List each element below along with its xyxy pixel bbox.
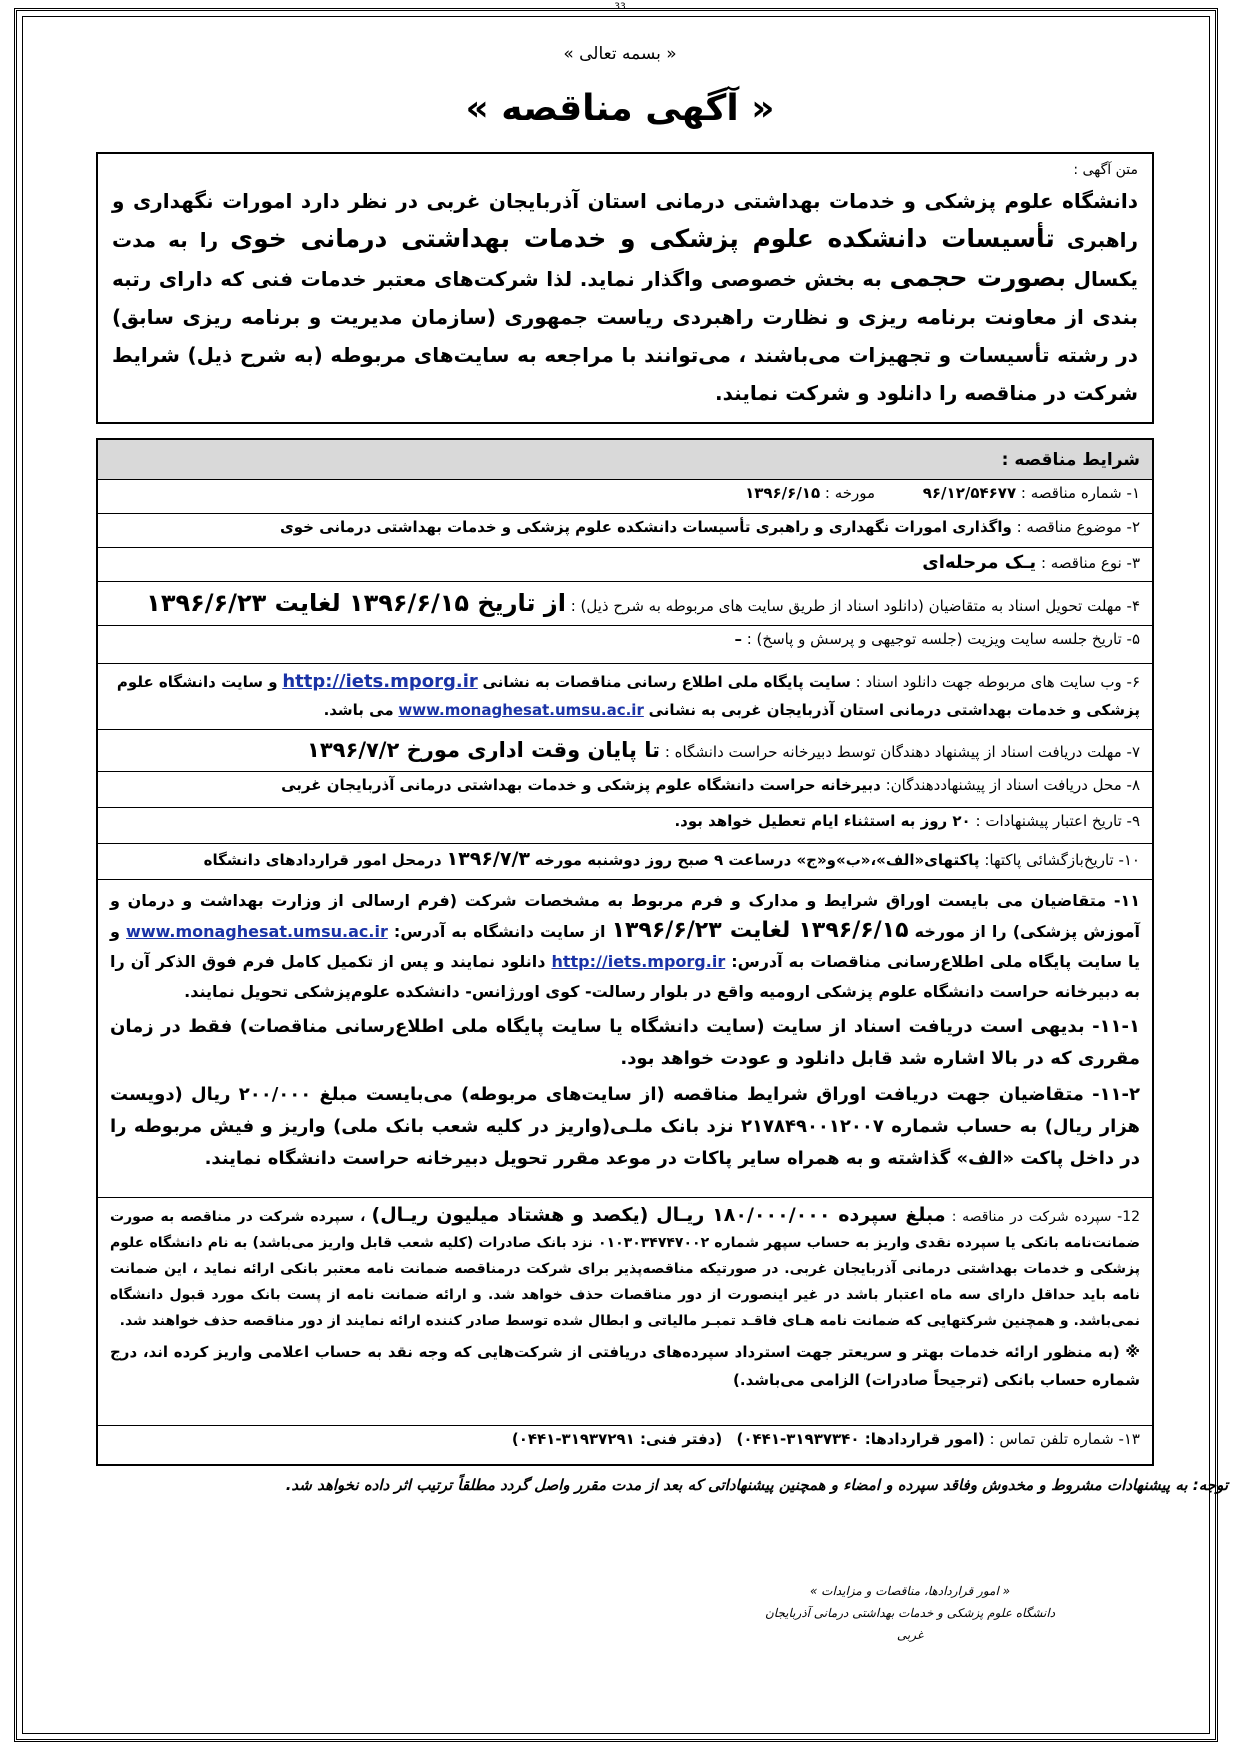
row-tender-number (98, 480, 1152, 514)
intro-box (96, 152, 1154, 424)
r9-label: ۹- تاریخ اعتبار پیشنهادات : (975, 812, 1140, 830)
page-title: « آگهی مناقصه » (465, 88, 775, 129)
signature-line-1: « امور قراردادها، مناقصات و مزایدات » (809, 1584, 1011, 1598)
row-subject (98, 514, 1152, 548)
r11-2: ۱۱-۲- متقاضیان جهت دریافت اوراق شرایط مناقصه (از سایت‌های مربوطه) می‌بایست مبلغ ۲۰۰/۰۰۰ ریال (دویست هزار ریال) به حساب شماره ۲۱۷۸۴۹۰۰۱۲۰۰۷ نزد بانک ملـی(واریز در کلیه شعب بانک ملی) واریز و فیش مربوطه را در داخل پاکت «الف» گذاشته و به همراه سایر پاکات در موعد مقرر تحویل دبیرخانه حراست دانشگاه نمایند. (110, 1084, 1141, 1169)
r13-label: ۱۳- شماره تلفن تماس : (989, 1430, 1140, 1448)
row-opening (98, 844, 1152, 880)
r10-value-b: درمحل امور قراردادهای دانشگاه (203, 851, 442, 869)
r1-number: ۹۶/۱۲/۵۴۶۷۷ (922, 484, 1017, 502)
r6-text-c: می باشد. (323, 701, 394, 719)
signature (760, 1580, 1060, 1646)
r8-value: دبیرخانه حراست دانشگاه علوم پزشکی و خدمات بهداشتی درمانی آذربایجان غربی (281, 776, 881, 794)
intro-text (112, 182, 1138, 412)
row-phone (98, 1426, 1152, 1464)
row-type (98, 548, 1152, 582)
r11-text-b: از سایت دانشگاه به آدرس: (393, 922, 606, 941)
r11-dates: ۱۳۹۶/۶/۱۵ لغایت ۱۳۹۶/۶/۲۳ (611, 918, 909, 943)
r12-text: ، سپرده شرکت در مناقصه به صورت ضمانت‌نامه بانکی یا سپرده نقدی واریز به حساب سپهر شماره ۰۱۰۳۰۳۴۷۴۷۰۰۲ نزد بانک صادرات (کلیه شعب قابل واریز می‌باشد) به نام دانشگاه علوم پزشکی و خدمات بهداشتی درمانی آذربایجان غربی. در صورتیکه مناقصه‌پذیر برای شرکت درمناقصه ضمانت نامه معتبر بانکی ارائه نماید ، این ضمانت نامه باید حداقل دارای سه ماه اعتبار باشد در غیر اینصورت از دور مناقصات حذف خواهد شد. و ارائه ضمانت نامه از پست بانک مورد قبول دانشگاه نمی‌باشد. و همچنین شرکتهایی که ضمانت نامه هـای فاقـد تمبـر مالیاتی و ابطال شده توسط صادر کننده ارائه نمایند از دور مناقصه حذف خواهند شد. (110, 1209, 1140, 1329)
r6-text-b: و سایت دانشگاه علوم پزشکی و خدمات بهداشتی درمانی استان آذربایجان غربی به نشانی (116, 673, 1140, 719)
row-documents (98, 880, 1152, 1198)
iets-link-2[interactable]: http://iets.mporg.ir (551, 952, 726, 971)
r12-amount: مبلغ سپرده ۱۸۰/۰۰۰/۰۰۰ ریـال (یکصد و هشتاد میلیون ریـال) (371, 1204, 946, 1226)
r6-text-a: سایت پایگاه ملی اطلاع رسانی مناقصات به نشانی (482, 673, 851, 691)
intro-text-b: تأسیسات دانشکده علوم پزشکی و خدمات بهداشتی درمانی خوی (230, 224, 1055, 253)
r4-label: ۴- مهلت تحویل اسناد به متقاضیان (دانلود اسناد از طریق سایت های مربوطه به شرح ذیل) : (570, 597, 1140, 615)
row-delivery-deadline (98, 582, 1152, 626)
monaghesat-link[interactable]: www.monaghesat.umsu.ac.ir (398, 701, 644, 719)
intro-text-d: بصورت حجمی (889, 263, 1067, 292)
r2-value: واگذاری امورات نگهداری و راهبری تأسیسات دانشکده علوم پزشکی و خدمات بهداشتی درمانی خوی (280, 518, 1012, 536)
iets-link[interactable]: http://iets.mporg.ir (282, 671, 478, 692)
row-websites (98, 664, 1152, 730)
r2-label: ۲- موضوع مناقصه : (1016, 518, 1140, 536)
r6-label: ۶- وب سایت های مربوطه جهت دانلود اسناد : (855, 673, 1140, 691)
intro-text-a: دانشگاه علوم پزشکی و خدمات بهداشتی درمانی استان آذربایجان غربی در نظر دارد امورات نگهداری و راهبری (112, 189, 1139, 252)
r4-value: از تاریخ ۱۳۹۶/۶/۱۵ لغایت ۱۳۹۶/۶/۲۳ (146, 589, 566, 617)
r13-value-b: (دفتر فنی: ۳۱۹۳۷۲۹۱-۰۴۴۱) (511, 1430, 723, 1448)
row-receipt-location (98, 772, 1152, 808)
r3-label: ۳- نوع مناقصه : (1040, 554, 1140, 572)
r11-text-c: و یا سایت پایگاه ملی اطلاع‌رسانی مناقصات به آدرس: (110, 922, 1141, 971)
row-site-visit (98, 626, 1152, 664)
row-receipt-deadline (98, 730, 1152, 772)
row-validity (98, 808, 1152, 844)
r1-date-label: مورخه : (824, 484, 876, 502)
intro-text-c: را به مدت یکسال (112, 228, 1138, 291)
r7-value: تا پایان وقت اداری مورخ ۱۳۹۶/۷/۲ (307, 738, 661, 762)
r9-value: ۲۰ روز به استثناء ایام تعطیل خواهد بود. (674, 812, 971, 830)
r1-label: ۱- شماره مناقصه : (1020, 484, 1140, 502)
conditions-header: شرایط مناقصه : (98, 440, 1152, 480)
r10-value-a: پاکتهای«الف»،«ب»و«ج» درساعت ۹ صبح روز دوشنبه مورخه (534, 851, 980, 869)
r13-value-a: (امور قراردادها: ۳۱۹۳۷۳۴۰-۰۴۴۱) (736, 1430, 985, 1448)
intro-label: متن آگهی : (1073, 162, 1138, 178)
r8-label: ۸- محل دریافت اسناد از پیشنهاددهندگان: (885, 776, 1140, 794)
r1-date: ۱۳۹۶/۶/۱۵ (745, 484, 821, 502)
r12-note: ※ (به منظور ارائه خدمات بهتر و سریعتر جهت استرداد سپرده‌های دریافتی از شرکت‌هایی که وجه نقد به حساب اعلامی واریز کرده اند، درج شماره حساب بانکی (ترجیحاً صادرات) الزامی می‌باشد.) (110, 1343, 1140, 1389)
footnote: توجه: به پیشنهادات مشروط و مخدوش وفاقد سپرده و امضاء و همچنین پیشنهاداتی که بعد از مدت مقرر واصل گردد مطلقاً ترتیب اثر داده نخواهد شد. (285, 1476, 1228, 1494)
r10-label: ۱۰- تاریخ‌بازگشائی پاکتها: (984, 851, 1140, 869)
monaghesat-link-2[interactable]: www.monaghesat.umsu.ac.ir (126, 922, 388, 941)
r11-text-d: دانلود نمایند و پس از تکمیل کامل فرم فوق الذکر آن را به دبیرخانه حراست دانشگاه علوم پزشکی ارومیه واقع در بلوار رسالت- کوی اورژانس- دانشکده علوم‌پزشکی تحویل نمایند. (110, 952, 1140, 1001)
page-number: 33 (614, 2, 626, 12)
r12-label: 12- سپرده شرکت در مناقصه : (951, 1209, 1141, 1225)
r5-label: ۵- تاریخ جلسه سایت ویزیت (جلسه توجیهی و پرسش و پاسخ) : (746, 630, 1140, 648)
r11-1: ۱۱-۱- بدیهی است دریافت اسناد از سایت (سایت دانشگاه یا سایت پایگاه ملی اطلاع‌رسانی مناقصات) فقط در زمان مقرری که در بالا اشاره شد قابل دانلود و عودت خواهد بود. (110, 1016, 1140, 1069)
r5-value: – (734, 630, 742, 648)
r3-value: یـک مرحله‌ای (922, 552, 1037, 573)
r11-text-a: ۱۱- متقاضیان می بایست اوراق شرایط و مدارک و فرم مربوط به مشخصات شرکت (فرم ارسالی از وزارت بهداشت و درمان و آموزش پزشکی) را از مورخه (110, 891, 1140, 941)
r10-date: ۱۳۹۶/۷/۳ (446, 848, 530, 870)
intro-text-e: به بخش خصوصی واگذار نماید. لذا شرکت‌های معتبر خدمات فنی که دارای رتبه بندی از معاونت برنامه ریزی و نظارت راهبردی ریاست جمهوری (سازمان مدیریت و برنامه ریزی سابق) در رشته تأسیسات و تجهیزات می‌باشند ، می‌توانند با مراجعه به سایت‌های مربوطه (به شرح ذیل) شرایط شرکت در مناقصه را دانلود و شرکت نمایند. (112, 267, 1138, 405)
signature-line-2: دانشگاه علوم پزشکی و خدمات بهداشتی درمانی آذربایجان غربی (764, 1606, 1056, 1642)
row-deposit (98, 1198, 1152, 1426)
basmala: « بسمه تعالی » (563, 44, 677, 64)
r7-label: ۷- مهلت دریافت اسناد از پیشنهاد دهندگان توسط دبیرخانه حراست دانشگاه : (664, 743, 1140, 761)
conditions-table (96, 438, 1154, 1466)
